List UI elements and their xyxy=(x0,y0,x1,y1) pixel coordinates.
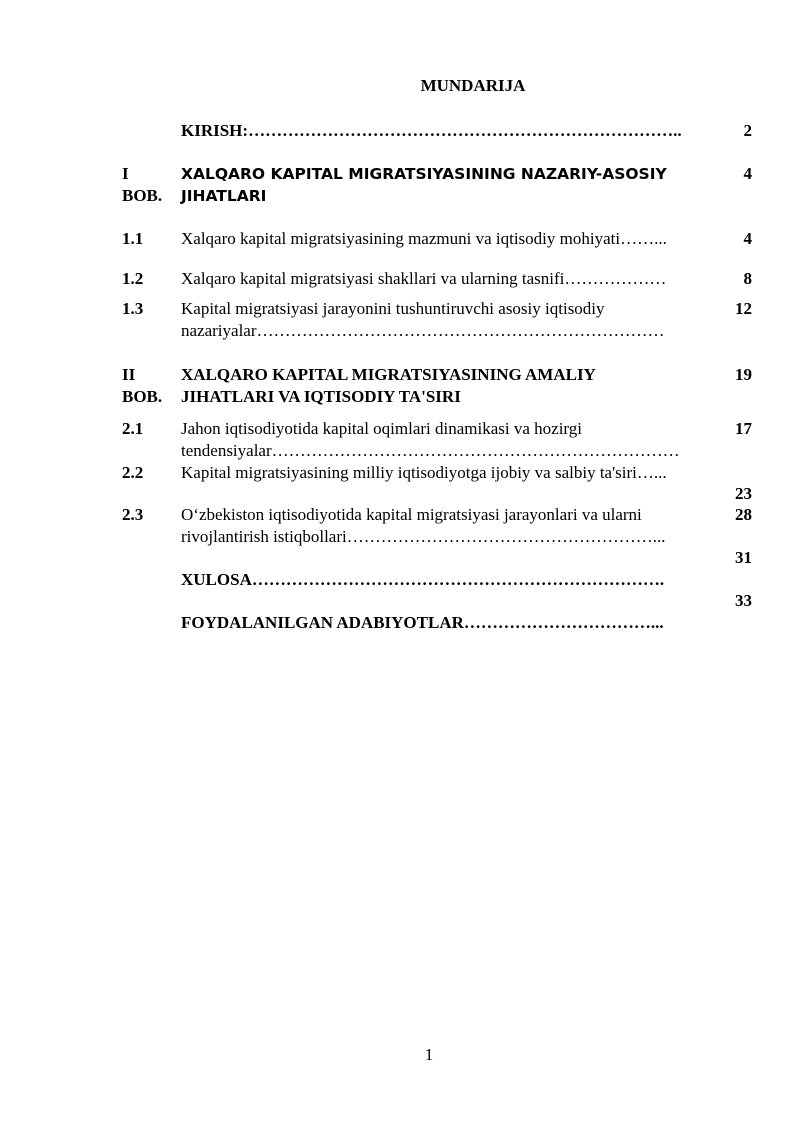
toc-entry-text-cont: JIHATLARI VA IQTISODIY TA'SIRI xyxy=(181,387,461,406)
toc-page-number: 31 xyxy=(735,548,752,567)
page-number-footer: 1 xyxy=(424,1045,434,1064)
chapter-label: BOB. xyxy=(122,387,163,406)
toc-page-number: 12 xyxy=(735,299,752,318)
section-number: 2.1 xyxy=(122,419,144,438)
toc-entry-text: Xalqaro kapital migratsiyasi shakllari va ularning tasnifi……………… xyxy=(181,269,667,288)
section-number: 1.3 xyxy=(122,299,144,318)
chapter-label: BOB. xyxy=(122,186,163,205)
section-number: 2.3 xyxy=(122,505,144,524)
page-title: MUNDARIJA xyxy=(420,76,526,95)
toc-page-number: 2 xyxy=(743,121,752,140)
section-number: 2.2 xyxy=(122,463,144,482)
toc-page-number: 17 xyxy=(735,419,752,438)
toc-page-number: 33 xyxy=(735,591,752,610)
chapter-number: I xyxy=(122,164,129,183)
toc-page-number: 19 xyxy=(735,365,752,384)
toc-entry-text: Kapital migratsiyasi jarayonini tushuntiruvchi asosiy iqtisodiy xyxy=(181,299,605,318)
section-number: 1.2 xyxy=(122,269,144,288)
toc-entry-text: XALQARO KAPITAL MIGRATSIYASINING AMALIY xyxy=(181,365,596,384)
toc-entry-text: Jahon iqtisodiyotida kapital oqimlari dinamikasi va hozirgi xyxy=(181,419,583,438)
section-number: 1.1 xyxy=(122,229,144,248)
toc-page-number: 23 xyxy=(735,484,752,503)
toc-entry-text: XALQARO KAPITAL MIGRATSIYASINING NAZARIY-ASOSIY JIHATLARI xyxy=(181,165,667,205)
toc-entry-text-cont: nazariyalar……………………………………………………………… xyxy=(181,321,665,340)
toc-entry-text: Xalqaro kapital migratsiyasining mazmuni va iqtisodiy mohiyati……... xyxy=(181,229,667,248)
toc-entry-text: XULOSA………………………………………………………………. xyxy=(181,570,665,589)
toc-page-number: 4 xyxy=(743,164,752,183)
toc-page-number: 28 xyxy=(735,505,752,524)
toc-page-number: 8 xyxy=(743,269,752,288)
toc-entry-text-cont: rivojlantirish istiqbollari………………………………………………... xyxy=(181,527,666,546)
toc-entry-text: KIRISH:………………………………………………………………….. xyxy=(181,121,682,140)
toc-entry-text: O‘zbekiston iqtisodiyotida kapital migratsiyasi jarayonlari va ularni xyxy=(181,505,642,524)
toc-entry-text-cont: tendensiyalar……………………………………………………………… xyxy=(181,441,680,460)
toc-page-number: 4 xyxy=(743,229,752,248)
toc-entry-text: FOYDALANILGAN ADABIYOTLAR……………………………... xyxy=(181,613,664,632)
chapter-number: II xyxy=(122,365,136,384)
toc-entry-text: Kapital migratsiyasining milliy iqtisodiyotga ijobiy va salbiy ta'siri…... xyxy=(181,463,667,482)
